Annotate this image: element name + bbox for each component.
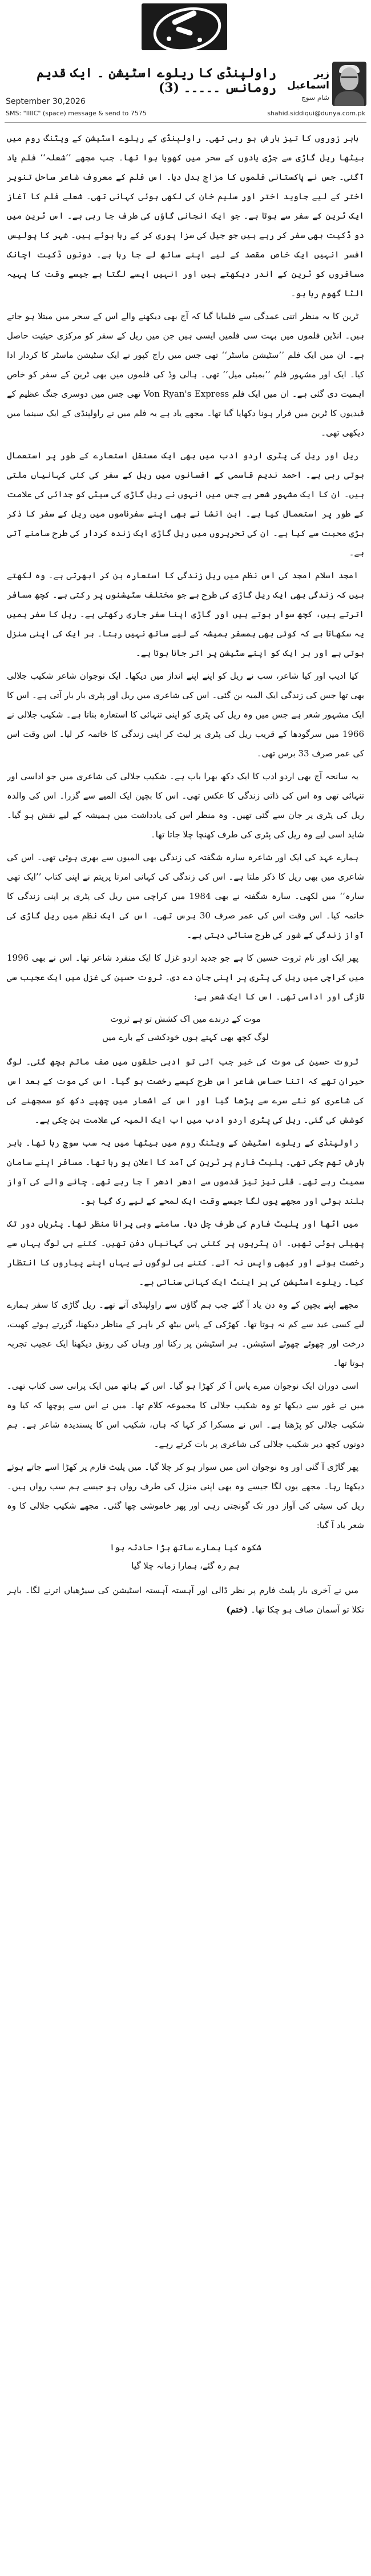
contact-strip: [6, 110, 365, 120]
paragraph: باہر زوروں کا تیز بارش ہو رہی تھی۔ راولپنڈی کے ریلوے اسٹیشن کے ویٹنگ روم میں بیٹھا ریل گاڑی سے جڑی یادوں کے سحر میں کھویا ہوا تھا۔ جب مجھے ’’شعلہ‘‘ فلم یاد آگئی۔ جس نے پاکستانی فلموں کا مزاج بدل دیا۔ اس فلم کے معروف شاعر ساحل تنویر اختر کے لیے جاوید اختر اور سلیم خان کی لکھی ہوئی کہانی تھی۔ شعلے فلم کا آغاز ایک ٹرین کے سفر سے ہوتا ہے۔ جو ایک انجانی گاؤں کی طرف جا رہی ہے۔ اس ٹرین میں دو ڈکیت بھی سفر کر رہے ہیں جو جیل کی سزا پوری کر کے رہا ہوئے ہیں۔ شہر کا پولیس افسر انہیں ایک خاص مقصد کے لیے اپنے ساتھ لے جا رہا ہے۔ دونوں ڈکیت اچانک مسافروں کو ٹرین کے اندر دیکھتے ہیں اور انہیں ایسے لگتا ہے جیسے وقت کا پہیہ الٹا گھوم رہا ہو۔: [7, 133, 364, 299]
article-body: [7, 128, 364, 2566]
sms-line: SMS: "IIIIC" (space) message & send to 7575: [6, 110, 147, 117]
column-title-block: [8, 66, 276, 95]
dunya-logo: [142, 3, 227, 50]
author-photo: [332, 62, 366, 106]
photo-glasses-shape: [341, 76, 357, 81]
divider: [5, 122, 366, 123]
author-block: [278, 68, 329, 102]
paragraph: میں اٹھا اور پلیٹ فارم کی طرف چل دیا۔ سامنے وہی پرانا منظر تھا۔ پٹریاں دور تک پھیلی ہوئی تھیں۔ ان پٹریوں پر کتنی ہی کہانیاں دفن تھیں۔ کتنے ہی لوگ یہاں سے رخصت ہوئے اور کبھی واپس نہ آئے۔ کتنے ہی لوگوں نے یہاں اپنے پیاروں کا انتظار کیا۔ ریلوے اسٹیشن کی ہر اینٹ ایک کہانی سناتی ہے۔: [7, 1219, 364, 1287]
paragraph: امجد اسلام امجد کی اس نظم میں ریل زندگی کا استعارہ بن کر ابھرتی ہے۔ وہ لکھتے ہیں کہ زندگی بھی ایک ریل گاڑی کی طرح ہے جو مختلف سٹیشنوں پر رکتی ہے۔ کچھ مسافر اترتے ہیں، کچھ سوار ہوتے ہیں اور گاڑی اپنا سفر جاری رکھتی ہے۔ ریل کا سفر ہمیں یہ سکھاتا ہے کہ کوئی بھی ہمسفر ہمیشہ کے لیے ساتھ نہیں رہتا۔ ہر ایک کی اپنی منزل ہوتی ہے اور ہر ایک کو اپنے سٹیشن پر اتر جانا ہوتا ہے۔: [7, 570, 364, 658]
closing-paragraph: [7, 1581, 364, 1619]
masthead: [0, 0, 371, 54]
publish-date: September 30,2026: [6, 97, 86, 106]
poem-line: ہم رہ گئے، ہمارا زمانہ چلا گیا: [131, 1561, 240, 1571]
paragraph: پھر ایک اور نام ثروت حسین کا ہے جو جدید اردو غزل کا ایک منفرد شاعر تھا۔ اس نے بھی 1996 میں کراچی میں ریل کی پٹری پر اپنی جان دے دی۔ ثروت حسین کی غزل میں ایک عجیب سی تازگی اور اداسی تھی۔ اس کا ایک شعر ہے:: [7, 953, 364, 1002]
poem-couplet: [7, 1010, 364, 1046]
paragraph: راولپنڈی کے ریلوے اسٹیشن کے ویٹنگ روم میں بیٹھا میں یہ سب سوچ رہا تھا۔ باہر بارش تھم چکی تھی۔ پلیٹ فارم پر ٹرین کی آمد کا اعلان ہو رہا تھا۔ مسافر اپنے سامان سمیٹ رہے تھے۔ قلی تیز تیز قدموں سے ادھر ادھر آ جا رہے تھے۔ چائے والے کی آواز بلند ہوئی اور مجھے یوں لگا جیسے وقت ایک لمحے کے لیے رک گیا ہو۔: [7, 1138, 364, 1206]
column-title: راولپنڈی کا ریلوے اسٹیشن ۔ ایک قدیم رومانس ۔۔۔۔۔ (3): [37, 66, 276, 95]
logo-dot-shape: [167, 37, 171, 41]
paragraph: ریل اور ریل کی پٹری اردو ادب میں بھی ایک مستقل استعارے کے طور پر استعمال ہوتی رہی ہے۔ احمد ندیم قاسمی کے افسانوں میں ریل کے سفر کی کئی کہانیاں ملتی ہیں۔ ان کا ایک مشہور شعر ہے جس میں انہوں نے ریل گاڑی کی سیٹی کو جدائی کی علامت کے طور پر استعمال کیا ہے۔ ابن انشا نے بھی اپنے سفرناموں میں ریل کے سفر کا ذکر بڑی محبت سے کیا ہے۔ ان کی تحریروں میں ریل گاڑی ایک زندہ کردار کی طرح سامنے آتی ہے۔: [7, 450, 364, 558]
author-email[interactable]: shahid.siddiqui@dunya.com.pk: [267, 110, 365, 117]
photo-shirt-shape: [334, 91, 364, 106]
poem-line: شکوہ کیا ہمارے ساتھ بڑا حادثہ ہوا: [110, 1542, 261, 1553]
poem-line: موت کے درندے میں اک کشش تو ہے ثروت: [110, 1014, 261, 1024]
end-mark: (ختم): [226, 1605, 248, 1615]
paragraph: کیا ادیب اور کیا شاعر، سب نے ریل کو اپنے اپنے انداز میں دیکھا۔ ایک نوجوان شاعر شکیب جلالی بھی تھا جس کی زندگی ایک المیہ بن گئی۔ اس کی شاعری میں ریل اور پٹری بار بار آتی ہے۔ اس کا ایک مشہور شعر ہے جس میں وہ ریل کی پٹری کو اپنی تنہائی کا استعارہ بناتا ہے۔ شکیب جلالی نے 1966 میں سرگودھا کے قریب ریل کی پٹری پر لیٹ کر اپنی زندگی کا خاتمہ کر لیا۔ اس وقت اس کی عمر صرف 33 برس تھی۔: [7, 671, 364, 759]
paragraph: یہ سانحہ آج بھی اردو ادب کا ایک دکھ بھرا باب ہے۔ شکیب جلالی کی شاعری میں جو اداسی اور تنہائی تھی وہ اس کی ذاتی زندگی کا عکس تھی۔ اس کا بچپن ایک المیے سے گزرا۔ اس کی والدہ ریل کی پٹری پر جان سے گئی تھیں۔ وہ منظر اس کی یادداشت میں ہمیشہ کے لیے نقش ہو گیا۔ شاید اسی لیے وہ ریل کی پٹری کی طرف کھنچا چلا جاتا تھا۔: [7, 771, 364, 840]
closing-text: میں نے آخری بار پلیٹ فارم پر نظر ڈالی اور آہستہ آہستہ اسٹیشن کی سیڑھیاں اترنے لگا۔ باہر نکلا تو آسمان صاف ہو چکا تھا۔: [7, 1585, 364, 1615]
logo-ring-shape: [149, 3, 225, 50]
paragraph: مجھے اپنے بچپن کے وہ دن یاد آ گئے جب ہم گاؤں سے راولپنڈی آتے تھے۔ ریل گاڑی کا سفر ہمارے لیے کسی عید سے کم نہ ہوتا تھا۔ کھڑکی کے پاس بیٹھ کر باہر کے مناظر دیکھنا، گزرتے ہوئے کھیت، درخت اور چھوٹے چھوٹے اسٹیشن۔ ہر اسٹیشن پر رکنا اور وہاں کی رونق دیکھنا ایک عجیب تجربہ ہوتا تھا۔: [7, 1300, 364, 1368]
paragraph: اسی دوران ایک نوجوان میرے پاس آ کر کھڑا ہو گیا۔ اس کے ہاتھ میں ایک پرانی سی کتاب تھی۔ میں نے غور سے دیکھا تو وہ شکیب جلالی کا مجموعہ کلام تھا۔ میں نے اس سے پوچھا کہ کیا وہ شکیب جلالی کو پڑھتا ہے۔ اس نے مسکرا کر کہا کہ ہاں، شکیب اس کا پسندیدہ شاعر ہے۔ ہم دونوں کچھ دیر شکیب جلالی کی شاعری پر بات کرتے رہے۔: [7, 1381, 364, 1449]
poem-line: لوگ کچھ بھی کہتے ہوں خودکشی کے بارے میں: [102, 1032, 269, 1042]
paragraph: پھر گاڑی آ گئی اور وہ نوجوان اس میں سوار ہو کر چلا گیا۔ میں پلیٹ فارم پر کھڑا اسے جاتے ہوئے دیکھتا رہا۔ مجھے یوں لگا جیسے وہ بھی اپنی منزل کی طرف رواں ہو جیسے ہم سب رواں ہیں۔ ریل کی سیٹی کی آواز دور تک گونجتی رہی اور پھر خاموشی چھا گئی۔ مجھے شکیب جلالی کا وہ شعر یاد آ گیا:: [7, 1462, 364, 1530]
paragraph: ثروت حسین کی موت کی خبر جب آئی تو ادبی حلقوں میں صف ماتم بچھ گئی۔ لوگ حیران تھے کہ اتنا حساس شاعر اس طرح کیسے رخصت ہو گیا۔ اس کی موت کے بعد اس کی شاعری کو نئے سرے سے پڑھا گیا اور اس کے اشعار میں چھپے دکھ کو سمجھنے کی کوشش کی گئی۔ ریل کی پٹری اردو ادب میں اب ایک المیہ کی علامت بن چکی ہے۔: [7, 1057, 364, 1125]
logo-dot-shape: [197, 38, 202, 42]
author-name: زیر اسماعیل: [287, 68, 329, 91]
poem-couplet: [7, 1538, 364, 1575]
paragraph: ہمارے عہد کی ایک اور شاعرہ سارہ شگفتہ کی زندگی بھی المیوں سے بھری ہوئی تھی۔ اس کی شاعری میں بھی ریل کا ذکر ملتا ہے۔ اس کی زندگی کی کہانی امرتا پریتم نے اپنی کتاب ’’ایک تھی سارہ‘‘ میں لکھی۔ سارہ شگفتہ نے بھی 1984 میں کراچی میں ریل کی پٹری پر اپنی زندگی کا خاتمہ کیا۔ اس وقت اس کی عمر صرف 30 برس تھی۔ اس کی ایک نظم میں ریل گاڑی کی آواز زندگی کے شور کی طرح سنائی دیتی ہے۔: [7, 852, 364, 940]
author-subtitle: شام سوچ: [301, 94, 329, 102]
paragraph: ٹرین کا یہ منظر اتنی عمدگی سے فلمایا گیا کہ آج بھی دیکھنے والے اس کے سحر میں مبتلا ہو جاتے ہیں۔ انڈین فلموں میں بہت سی فلمیں ایسی ہیں جن میں ریل کے سفر کو مرکزی حیثیت حاصل ہے۔ ان میں ایک فلم ’’سٹیشن ماسٹر‘‘ تھی جس میں راج کپور نے ایک سٹیشن ماسٹر کا کردار ادا کیا۔ ایک اور مشہور فلم ’’بمبئی میل‘‘ تھی۔ ہالی وڈ کی فلموں میں بھی ٹرین کے سفر کو خاص اہمیت دی گئی ہے۔ ان میں ایک فلم Von Ryan's Express تھی جس میں دوسری جنگ عظیم کے قیدیوں کا ٹرین میں فرار ہونا دکھایا گیا تھا۔ مجھے یاد ہے یہ فلم میں نے راولپنڈی کے ایک سینما میں دیکھی تھی۔: [7, 311, 364, 438]
